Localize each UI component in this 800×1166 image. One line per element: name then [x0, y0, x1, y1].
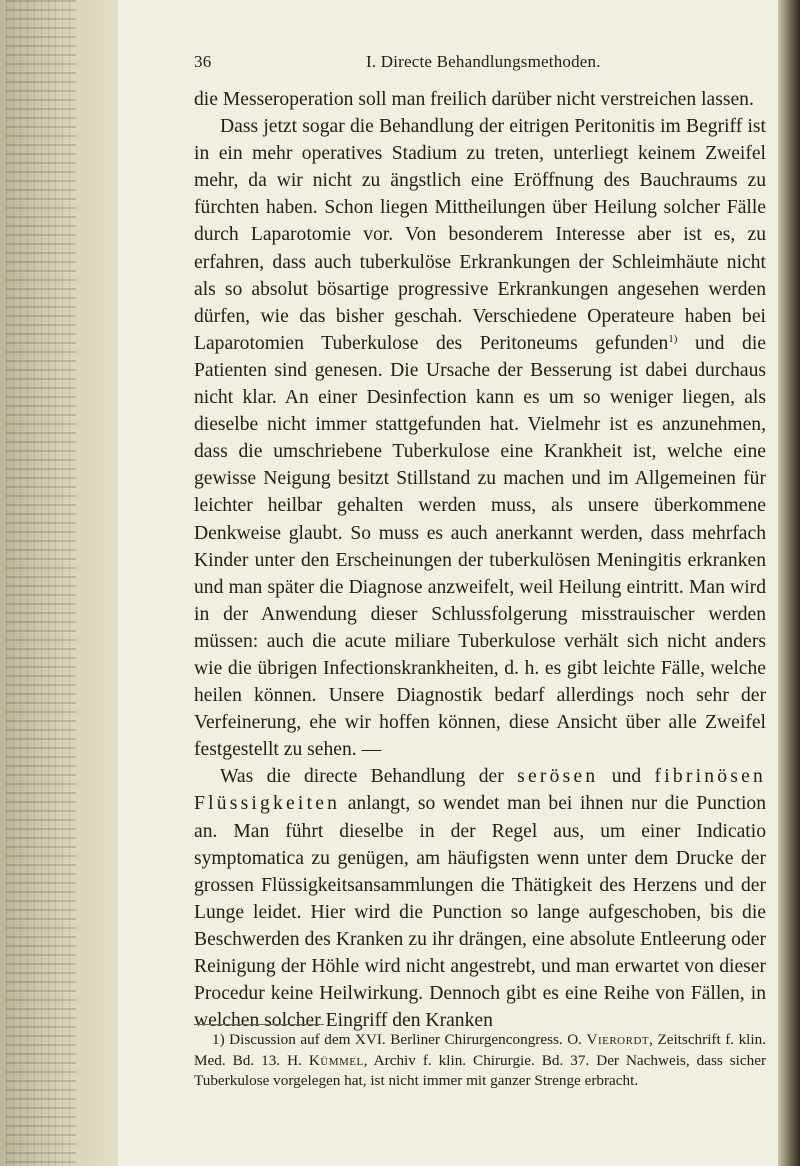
- emphasis-fibrinous-fluids: fibrinösen Flüssigkeiten: [194, 766, 766, 815]
- running-title: I. Directe Behandlungsmethoden.: [366, 52, 601, 71]
- paragraph-serous-fluids: Was die directe Behandlung der serösen und fibrinösen Flüssigkeiten anlangt, so wendet man bei ihnen nur die Punction an. Man führt dieselbe in der Regel aus, um einer Indicatio symptomatica zu genügen, am häufigsten wenn unter dem Drucke der grossen Flüssigkeitsansammlungen die Thätigkeit des Herzens und der Lunge leidet. Hier wird die Punction so lange aufgeschoben, bis die Beschwerden des Kranken zu ihr drängen, eine absolute Entleerung oder Reinigung der Höhle wird nicht angestrebt, und man erwartet von dieser Procedur keine Heilwirkung. Dennoch gibt es eine Reihe von Fällen, in welchen solcher Eingriff den Kranken: [194, 766, 767, 1032]
- paragraph-continuation: die Messeroperation soll man freilich darüber nicht verstreichen lassen.: [194, 89, 754, 110]
- paragraph-peritonitis: Dass jetzt sogar die Behandlung der eitrigen Peritonitis im Begriff ist in ein mehr operatives Stadium zu treten, unterliegt keinem Zweifel mehr, da wir nicht zu ängstlich eine Eröffnung des Bauchraums zu fürchten haben. Schon liegen Mittheilungen über Heilung solcher Fälle durch Laparotomie vor. Von besonderem Interesse aber ist es, zu erfahren, dass auch tuberkulöse Erkrankungen der Schleimhäute nicht als so absolut bösartige progressive Erkrankungen angesehen werden dürfen, wie das bisher geschah. Verschiedene Operateure haben bei Laparotomien Tuberkulose des Peritoneums gefunden$^{1)}$ und die Patienten sind genesen. Die Ursache der Besserung ist dabei durchaus nicht klar. An einer Desinfection kann es um so weniger liegen, als dieselbe nicht immer stattgefunden hat. Vielmehr ist es anzunehmen, dass die umschriebene Tuberkulose eine Krankheit ist, welche eine gewisse Neigung besitzt Stillstand zu machen und im Allgemeinen für leichter heilbar gehalten werden muss, als unsere überkommene Denkweise glaubt. So muss es auch anerkannt werden, dass mehrfach Kinder unter den Erscheinungen der tuberkulösen Meningitis erkranken und man später die Diagnose anzweifelt, weil Heilung eintritt. Man wird in der Anwendung dieser Schlussfolgerung misstrauischer werden müssen: auch die acute miliare Tuberkulose verhält sich nicht anders wie die übrigen Infectionskrankheiten, d. h. es gibt leichte Fälle, welche heilen können. Unsere Diagnostik bedarf allerdings noch sehr der Verfeinerung, ehe wir hoffen können, diese Ansicht über alle Zweifel festgestellt zu sehen. —: [194, 116, 766, 761]
- footnote-marker: 1): [212, 1031, 225, 1048]
- author-kummel: Kümmel: [308, 1051, 364, 1069]
- footnote-divider: [194, 1024, 324, 1025]
- body-text: [194, 86, 766, 1034]
- footnote-reference: 1): [668, 332, 678, 345]
- author-vierordt: Vierordt: [586, 1031, 650, 1048]
- page-edge-shadow: [778, 0, 800, 1166]
- emphasis-serous: serösen: [517, 766, 599, 788]
- book-gutter: [0, 0, 118, 1166]
- page-number: 36: [194, 52, 212, 71]
- footnote: 1) Discussion auf dem XVI. Berliner Chirurgencongress. O. Vierordt, Zeitschrift f. klin. Med. Bd. 13. H. Kümmel, Archiv f. klin. Chirurgie. Bd. 37. Der Nachweis, dass sicher Tuberkulose vorgelegen hat, ist nicht immer mit ganzer Strenge erbracht.: [194, 1031, 767, 1090]
